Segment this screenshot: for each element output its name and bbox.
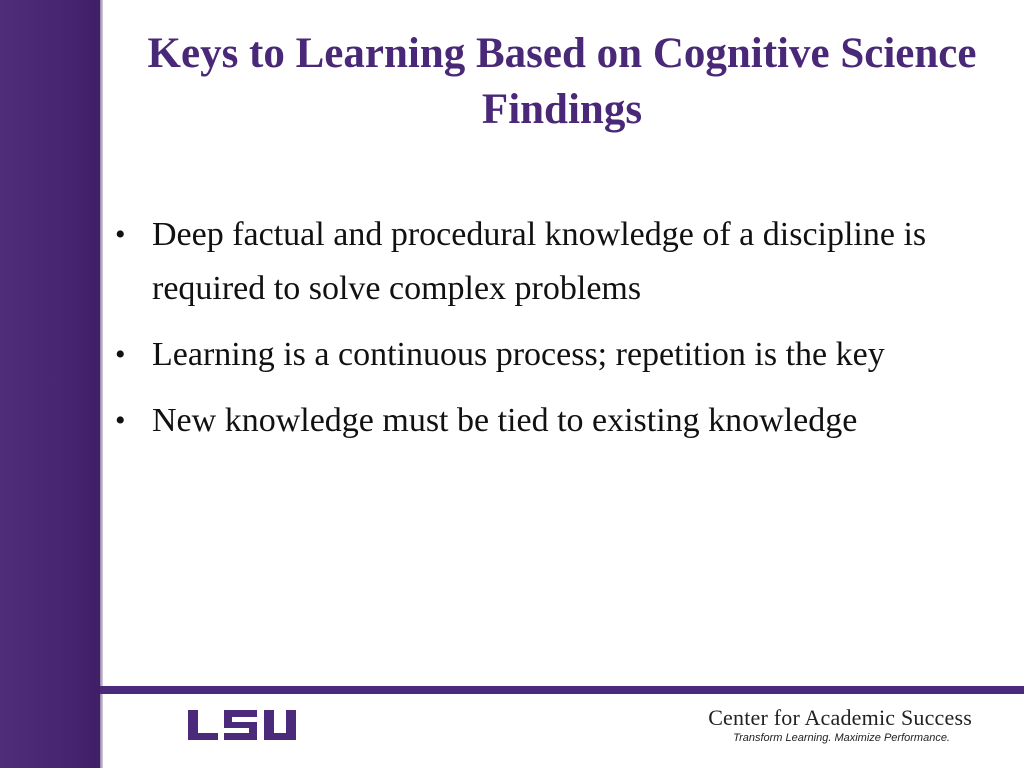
bullet-list <box>112 208 1017 460</box>
center-name: Center for Academic Success <box>708 705 972 730</box>
bullet-text: New knowledge must be tied to existing knowledge <box>152 402 858 439</box>
bullet-text: Deep factual and procedural knowledge of a discipline is required to solve complex problems <box>152 216 927 307</box>
sidebar-edge-shadow <box>100 0 103 768</box>
bullet-marker: • <box>115 338 126 371</box>
footer-divider <box>100 686 1024 694</box>
left-purple-sidebar <box>0 0 100 768</box>
bullet-text: Learning is a continuous process; repetition is the key <box>152 336 885 373</box>
lsu-logo <box>186 708 298 742</box>
bullet-marker: • <box>115 404 126 437</box>
center-tagline: Transform Learning. Maximize Performance. <box>733 732 950 744</box>
slide-title: Keys to Learning Based on Cognitive Science Findings <box>147 30 977 133</box>
bullet-item <box>112 394 1017 448</box>
bullet-marker: • <box>115 218 126 251</box>
center-for-academic-success-branding <box>708 705 972 745</box>
bullet-item <box>112 328 1017 382</box>
bullet-item <box>112 208 1017 316</box>
